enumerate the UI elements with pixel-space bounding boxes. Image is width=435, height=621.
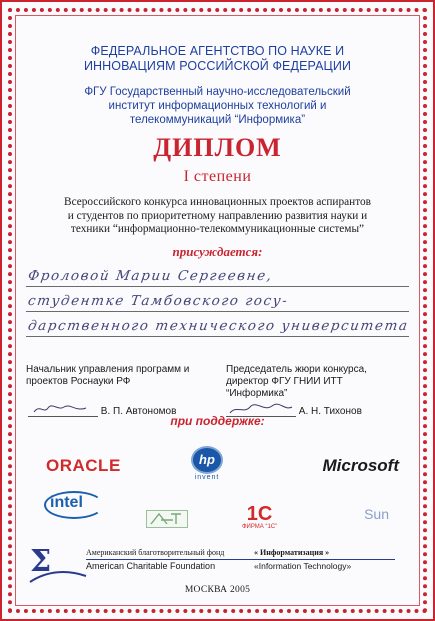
aist-logo: [146, 510, 188, 528]
sigma-foundation-icon: Σ: [30, 544, 52, 579]
signatory-right-name: А. Н. Тихонов: [298, 406, 362, 417]
recipient-line-1: Фроловой Марии Сергеевне,: [26, 268, 274, 284]
intel-logo: [50, 494, 83, 512]
hp-logo-tagline: invent: [194, 474, 220, 481]
signatory-right-role: [226, 364, 416, 400]
foundation-banner: [26, 544, 409, 586]
agency-line-1: ФЕДЕРАЛЬНОЕ АГЕНТСТВО ПО НАУКЕ И: [90, 44, 345, 58]
sponsor-logos: [26, 434, 409, 546]
foundation-name-ru: Американский благотворительный фонд: [86, 548, 225, 557]
contest-line-1: Всероссийского конкурса инновационных проектов аспирантов: [64, 196, 371, 208]
diploma-degree: I степени: [183, 168, 252, 185]
institute-line-3: телекоммуникаций “Информика”: [129, 114, 306, 126]
program-name-en: «Information Technology»: [254, 561, 352, 571]
contest-line-2: и студентов по приоритетному направлению развития науки и: [67, 209, 368, 222]
hp-logo-mark: hp: [191, 446, 223, 474]
swoosh-icon: [28, 566, 88, 586]
awarded-label: присуждается:: [172, 244, 263, 259]
institute-line-2: институт информационных технологий и: [108, 100, 327, 112]
signatory-left-role: [26, 364, 216, 388]
recipient-line: [26, 287, 409, 312]
recipient-line-2: студентке Тамбовского госу-: [26, 293, 290, 309]
city-year: МОСКВА 2005: [184, 585, 251, 595]
institute-header: [26, 85, 409, 127]
contest-description: [26, 196, 409, 237]
microsoft-logo: Microsoft: [322, 456, 399, 475]
hp-logo: [186, 446, 228, 481]
agency-line-2: ИННОВАЦИЯМ РОССИЙСКОЙ ФЕДЕРАЦИИ: [83, 59, 352, 73]
contest-line-3: техники “информационно-телекоммуникационные системы”: [70, 223, 365, 235]
program-name-ru: « Информатизация »: [254, 548, 330, 557]
intel-ring-icon: [44, 491, 104, 519]
sun-logo-text: Sun: [364, 506, 389, 522]
sun-logo: [364, 506, 389, 522]
signatory-right-role-line-2: директор ФГУ ГНИИ ИТТ: [226, 376, 343, 387]
1c-logo: [242, 504, 277, 530]
intel-logo-text: intel: [50, 494, 83, 511]
foundation-divider: [86, 559, 395, 560]
diploma-content: [26, 30, 409, 601]
oracle-logo: ORACLE: [46, 456, 121, 475]
1c-logo-tagline: ФИРМА “1С”: [242, 524, 278, 530]
foundation-name-en: American Charitable Foundation: [86, 561, 216, 571]
recipient-line-3: дарственного технического университета: [26, 318, 410, 334]
agency-header: [26, 44, 409, 74]
signatory-right-role-line-3: “Информика”: [226, 388, 288, 399]
recipient-handwritten-block: [26, 262, 409, 337]
aist-logo-mark: [146, 510, 188, 528]
signatory-left-role-line-1: Начальник управления программ и: [26, 364, 190, 375]
support-label: при поддержке:: [170, 414, 265, 428]
1c-logo-mark: 1С: [246, 503, 273, 525]
recipient-line: [26, 312, 409, 337]
institute-line-1: ФГУ Государственный научно-исследовательский: [84, 86, 351, 98]
signatory-left-name: В. П. Автономов: [100, 406, 177, 417]
recipient-line: [26, 262, 409, 287]
signatory-right-role-line-1: Председатель жюри конкурса,: [226, 364, 367, 375]
signatory-left-role-line-2: проектов Роснауки РФ: [26, 376, 131, 387]
diploma-title: ДИПЛОМ: [153, 133, 282, 162]
